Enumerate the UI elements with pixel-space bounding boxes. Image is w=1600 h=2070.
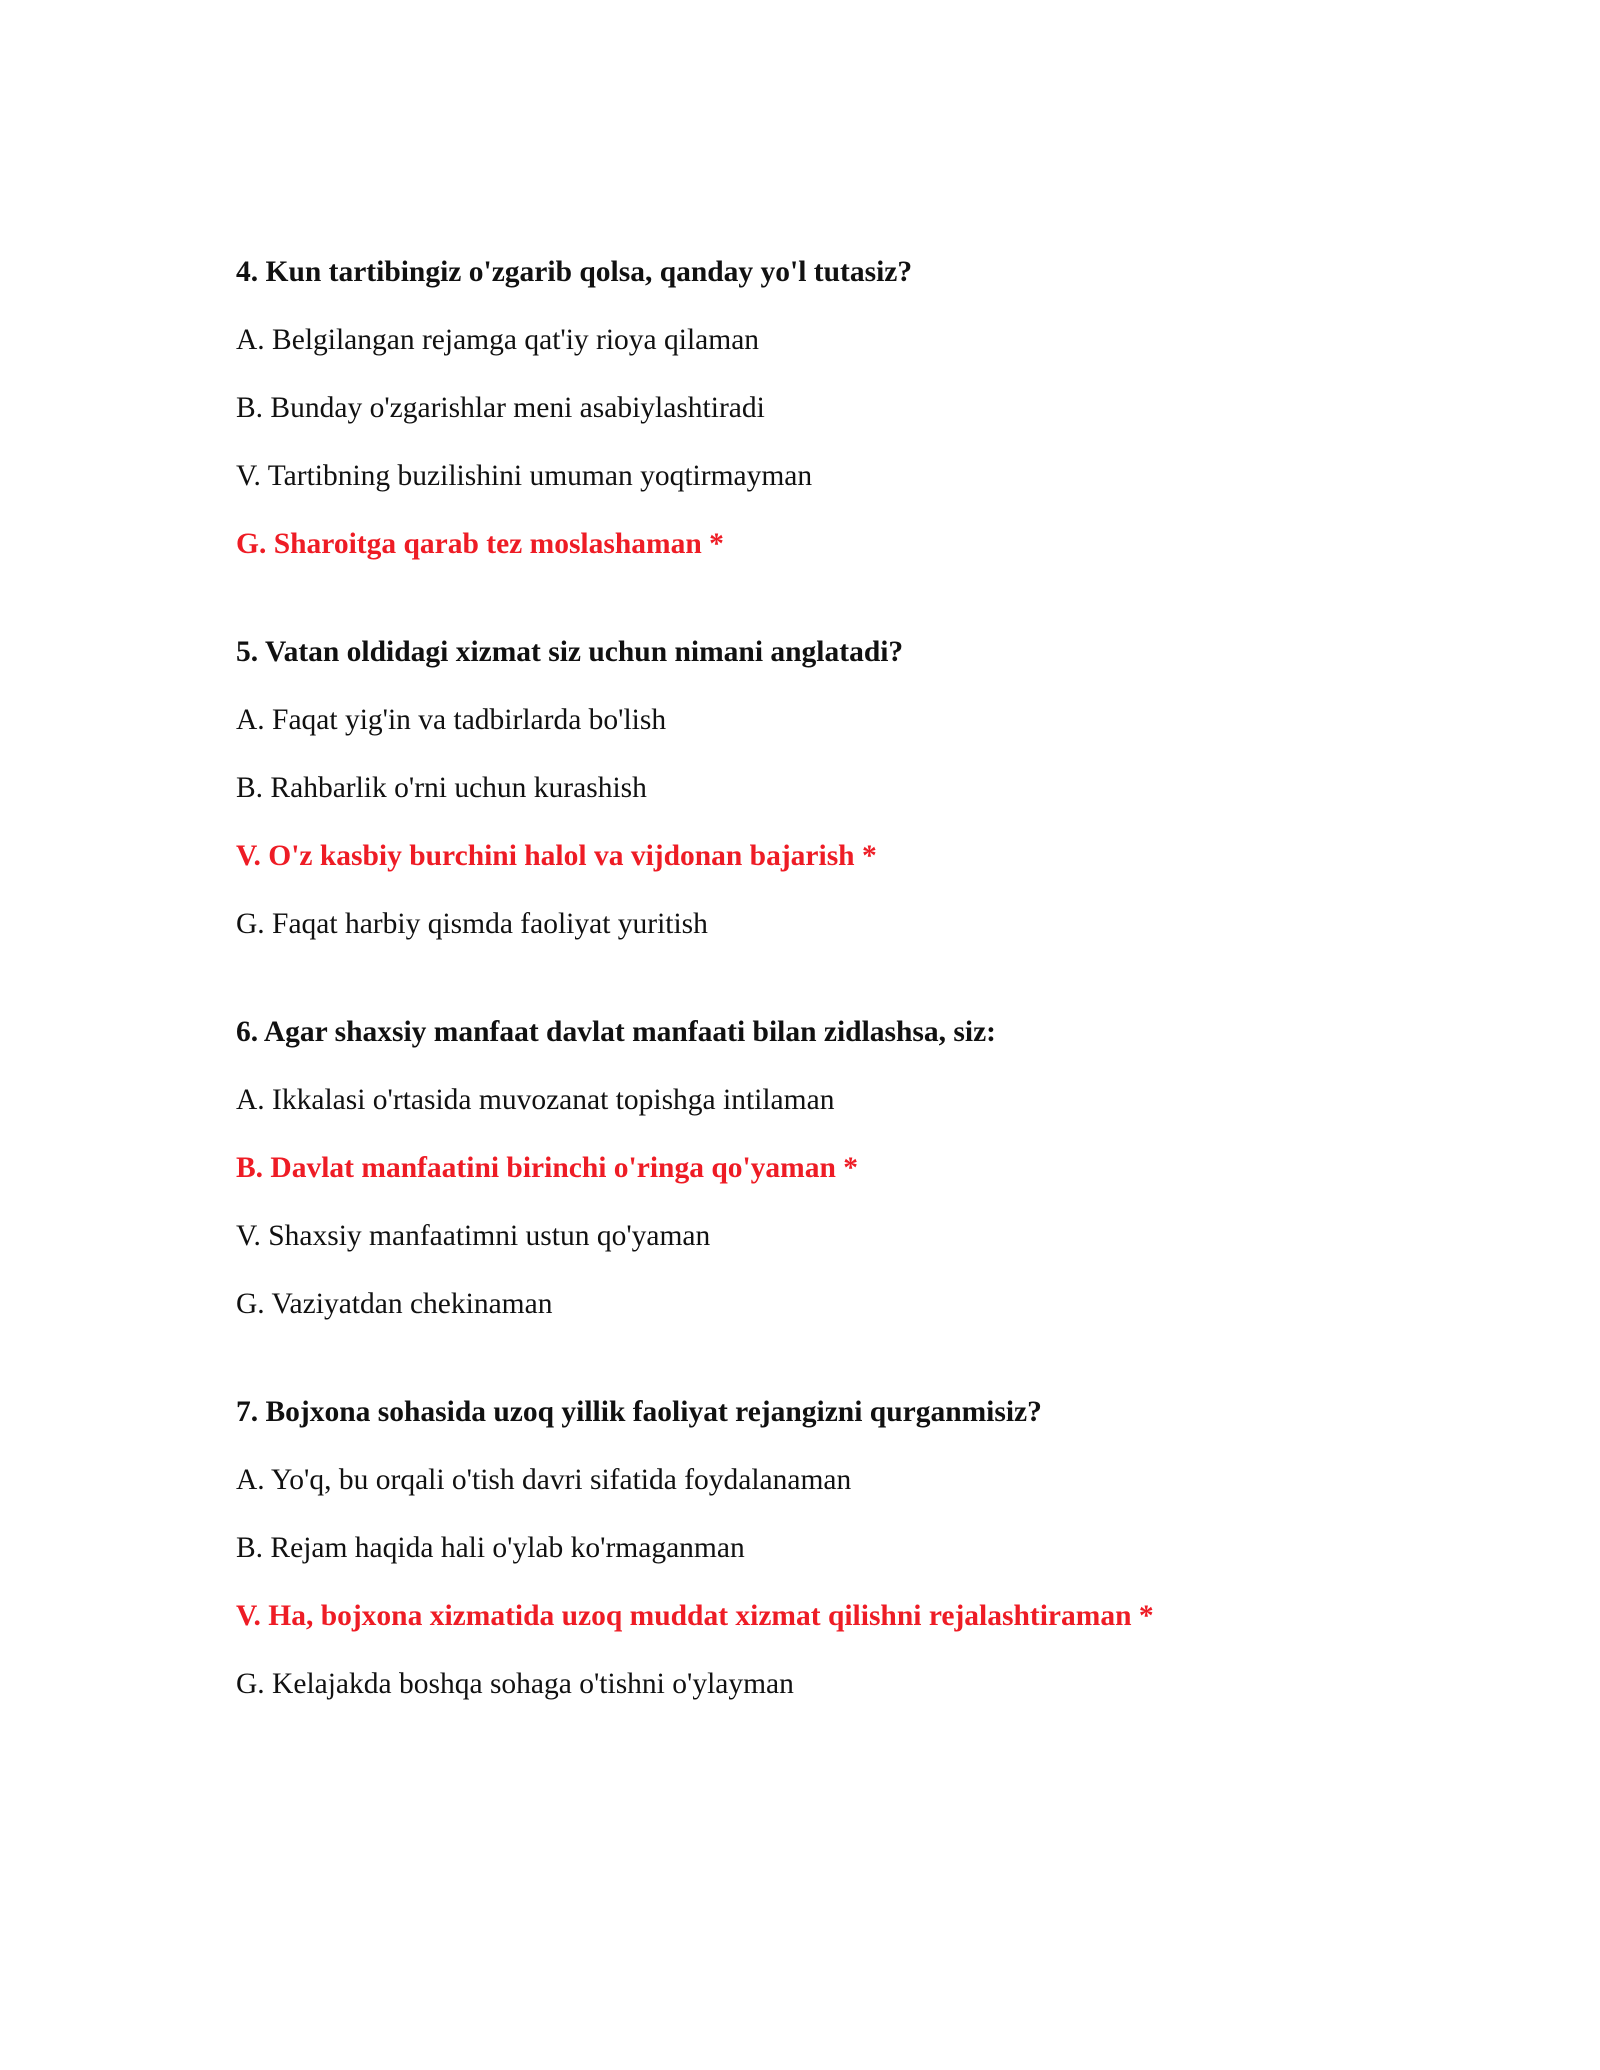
answer-option: G. Faqat harbiy qismda faoliyat yuritish [236, 908, 708, 940]
answer-option: A. Faqat yig'in va tadbirlarda bo'lish [236, 704, 667, 736]
answer-option: A. Belgilangan rejamga qat'iy rioya qilaman [236, 324, 760, 356]
answer-option: V. Shaxsiy manfaatimni ustun qo'yaman [236, 1220, 711, 1252]
answer-option: A. Yo'q, bu orqali o'tish davri sifatida foydalanaman [236, 1464, 852, 1496]
correct-answer-option: V. Ha, bojxona xizmatida uzoq muddat xizmat qilishni rejalashtiraman * [236, 1600, 1154, 1632]
correct-answer-option: V. O'z kasbiy burchini halol va vijdonan bajarish * [236, 840, 877, 872]
question-title: 5. Vatan oldidagi xizmat siz uchun nimani anglatadi? [236, 636, 904, 668]
answer-option: G. Kelajakda boshqa sohaga o'tishni o'ylayman [236, 1668, 794, 1700]
correct-answer-option: G. Sharoitga qarab tez moslashaman * [236, 528, 724, 560]
answer-option: B. Bunday o'zgarishlar meni asabiylashtiradi [236, 392, 765, 424]
question-title: 6. Agar shaxsiy manfaat davlat manfaati bilan zidlashsa, siz: [236, 1016, 996, 1048]
answer-option: A. Ikkalasi o'rtasida muvozanat topishga intilaman [236, 1084, 835, 1116]
question-block-7 [236, 1392, 1480, 1704]
question-title: 7. Bojxona sohasida uzoq yillik faoliyat rejangizni qurganmisiz? [236, 1396, 1042, 1428]
question-title: 4. Kun tartibingiz o'zgarib qolsa, qanday yo'l tutasiz? [236, 256, 913, 288]
answer-option: B. Rahbarlik o'rni uchun kurashish [236, 772, 647, 804]
question-block-4 [236, 252, 1480, 564]
question-block-6 [236, 1012, 1480, 1324]
answer-option: G. Vaziyatdan chekinaman [236, 1288, 553, 1320]
correct-answer-option: B. Davlat manfaatini birinchi o'ringa qo'yaman * [236, 1152, 859, 1184]
answer-option: B. Rejam haqida hali o'ylab ko'rmaganman [236, 1532, 745, 1564]
answer-option: V. Tartibning buzilishini umuman yoqtirmayman [236, 460, 813, 492]
question-block-5 [236, 632, 1480, 944]
